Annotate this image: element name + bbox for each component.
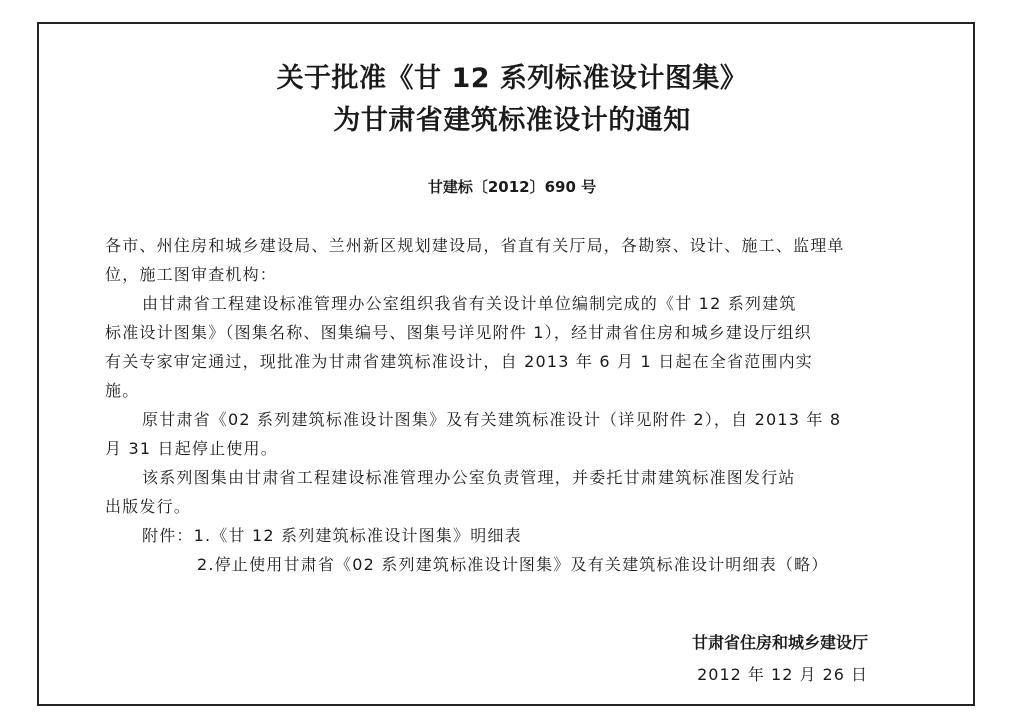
document-number: 甘建标〔2012〕690 号: [427, 178, 597, 196]
body-line: 该系列图集由甘肃省工程建设标准管理办公室负责管理，并委托甘肃建筑标准图发行站: [142, 468, 796, 487]
body-line: 施。: [105, 381, 140, 400]
body-line: 由甘肃省工程建设标准管理办公室组织我省有关设计单位编制完成的《甘 12 系列建筑: [142, 294, 797, 313]
issue-date: 2012 年 12 月 26 日: [697, 665, 868, 684]
body-line: 出版发行。: [105, 497, 192, 516]
attachment-line-1: 附件：1.《甘 12 系列建筑标准设计图集》明细表: [142, 526, 522, 545]
body-line: 标准设计图集》（图集名称、图集编号、图集号详见附件 1），经甘肃省住房和城乡建设厅组织: [105, 323, 812, 342]
document-title-line-2: 为甘肃省建筑标准设计的通知: [333, 105, 691, 136]
body-line: 有关专家审定通过，现批准为甘肃省建筑标准设计，自 2013 年 6 月 1 日起在全省范围内实: [105, 352, 813, 371]
issuing-authority: 甘肃省住房和城乡建设厅: [691, 633, 868, 652]
body-line: 原甘肃省《02 系列建筑标准设计图集》及有关建筑标准设计（详见附件 2），自 2013 年 8: [142, 410, 842, 429]
document-title-line-1: 关于批准《甘 12 系列标准设计图集》: [276, 63, 748, 94]
body-line: 位，施工图审查机构：: [105, 265, 278, 284]
attachment-line-2: 2.停止使用甘肃省《02 系列建筑标准设计图集》及有关建筑标准设计明细表（略）: [197, 555, 829, 574]
body-line: 月 31 日起停止使用。: [105, 439, 278, 458]
body-line: 各市、州住房和城乡建设局、兰州新区规划建设局，省直有关厅局，各勘察、设计、施工、监理单: [105, 236, 845, 255]
